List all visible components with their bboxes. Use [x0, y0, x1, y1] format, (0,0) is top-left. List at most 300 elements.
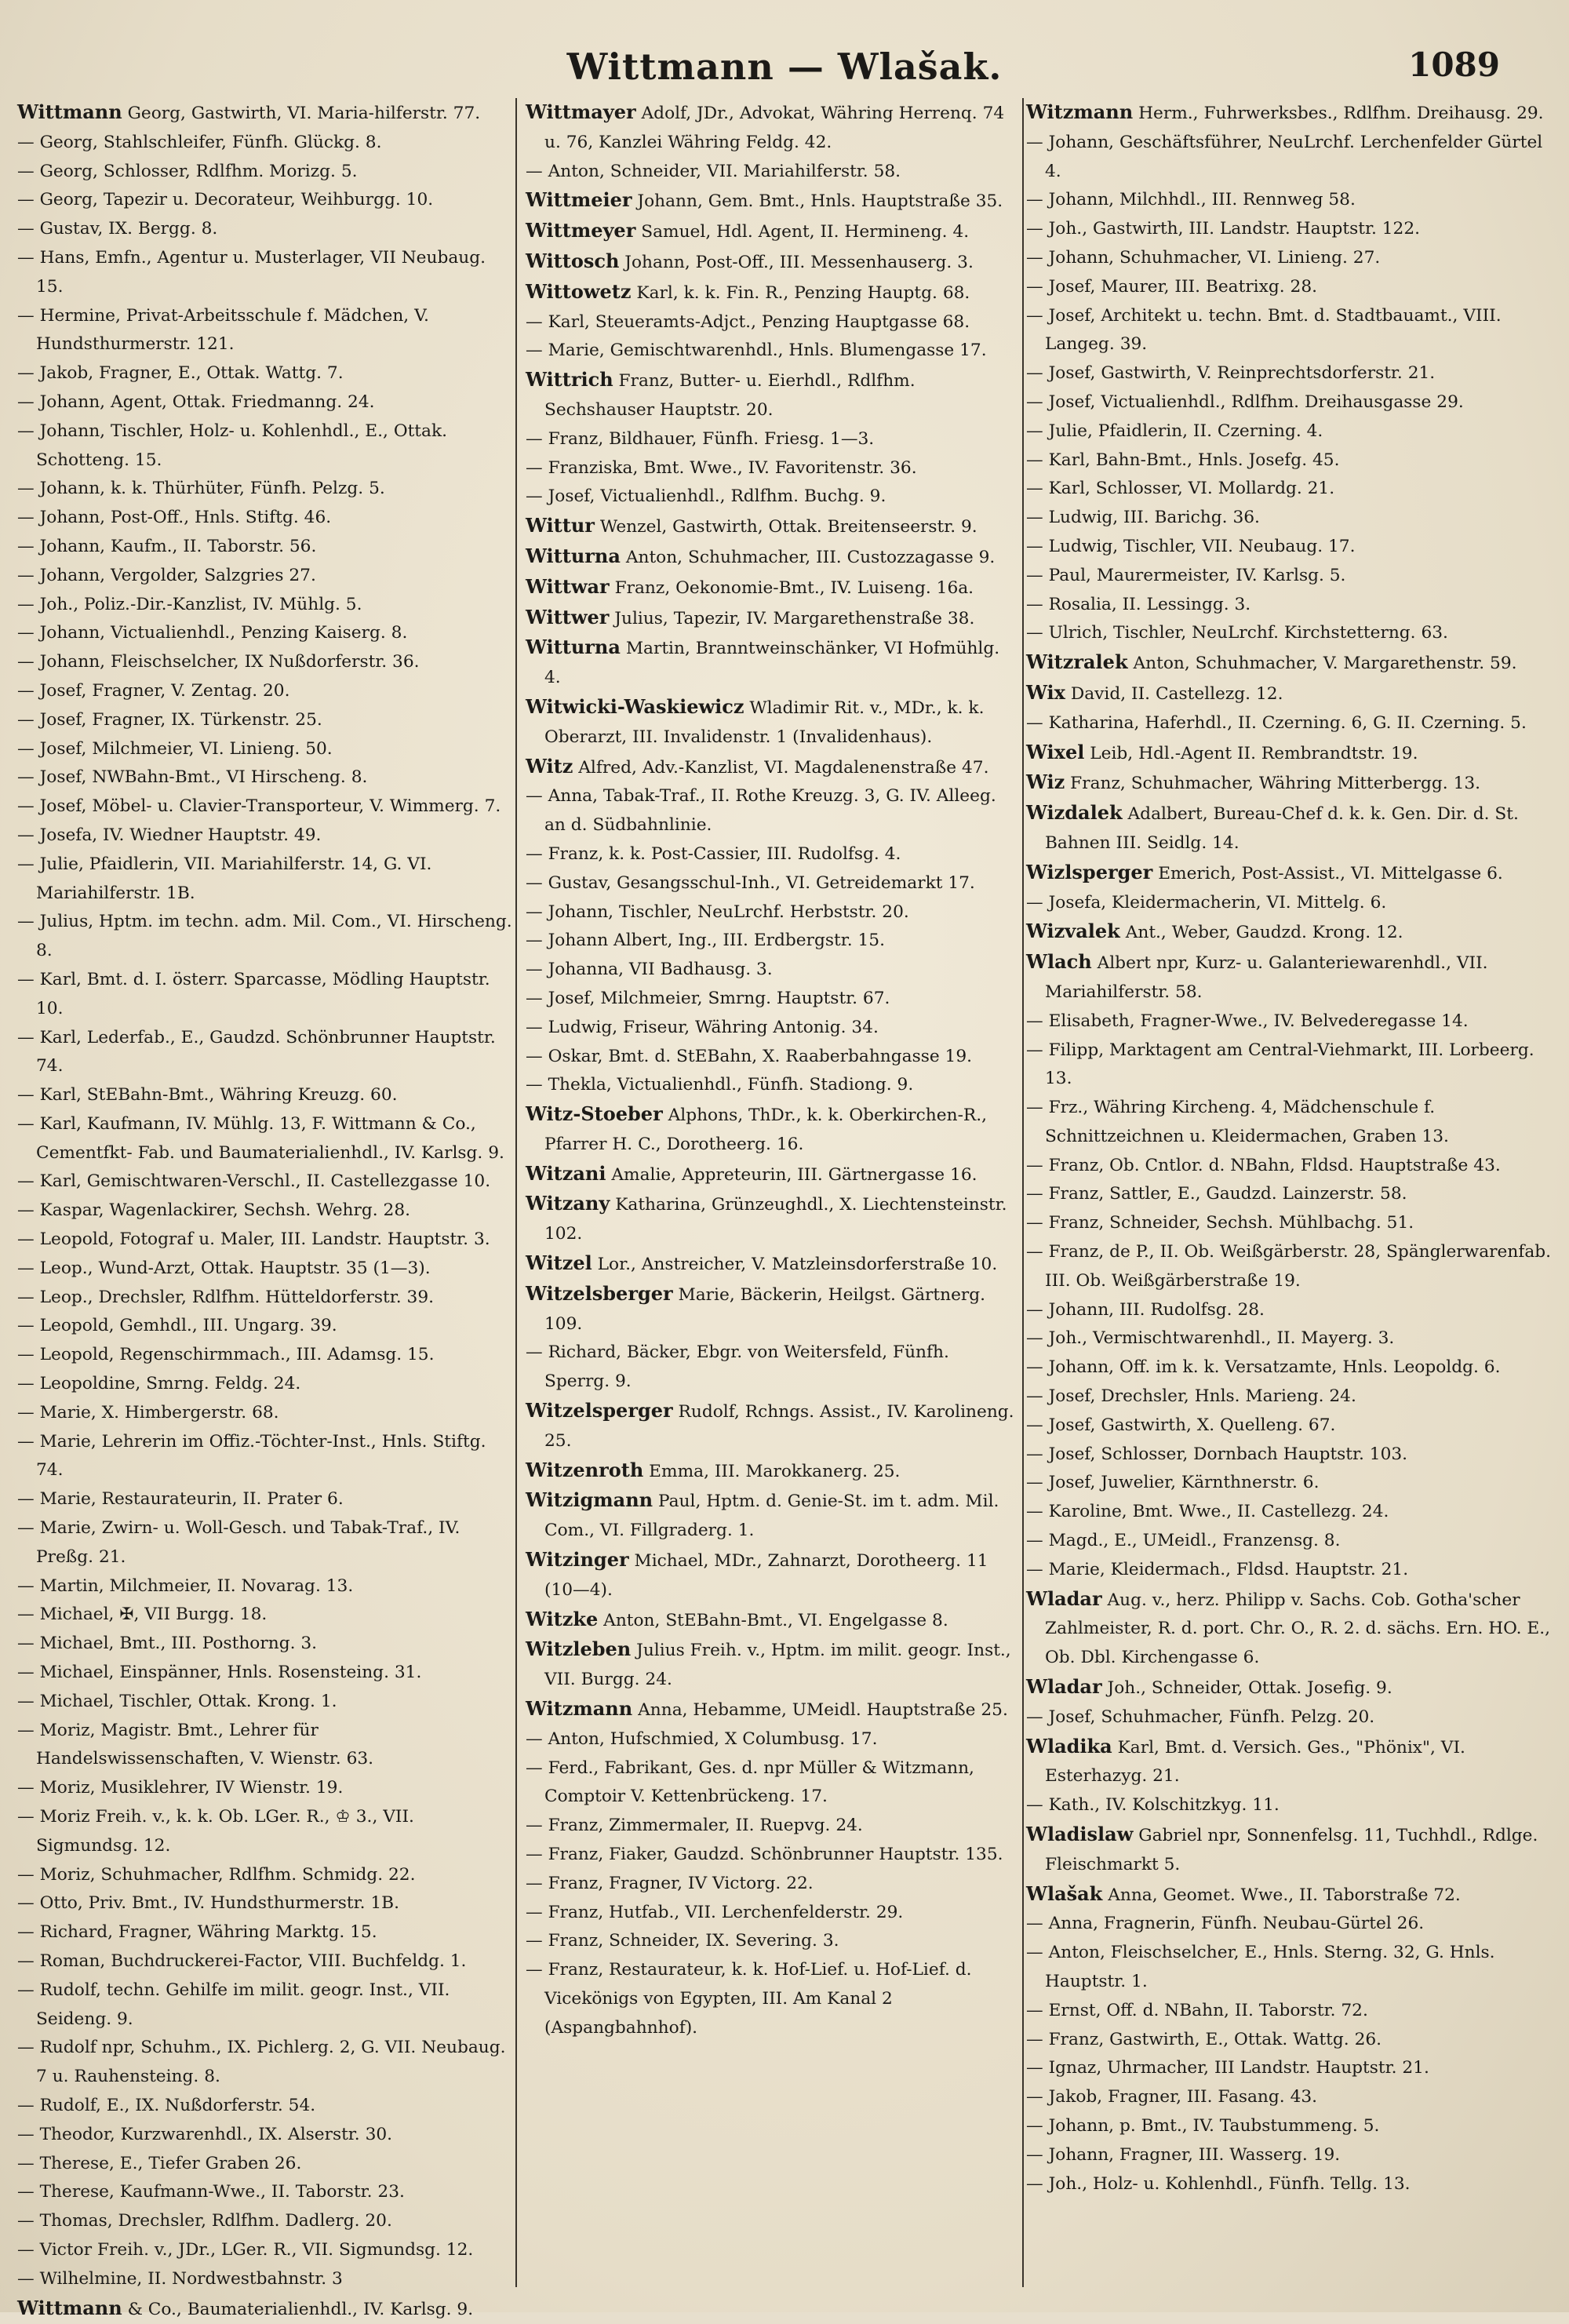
directory-entry: [1026, 1469, 1555, 1498]
directory-entry: [526, 1956, 1018, 2042]
entry-surname: Witzigmann: [526, 1488, 653, 1512]
entry-text: — Franz, Bildhauer, Fünfh. Friesg. 1—3.: [526, 428, 875, 449]
directory-entry: [17, 533, 518, 562]
directory-entry: [1026, 1527, 1555, 1556]
directory-entry: [17, 562, 518, 591]
directory-entry: [17, 1167, 518, 1197]
entry-surname: Wlach: [1026, 950, 1092, 974]
directory-entry: [1026, 129, 1555, 187]
directory-entry: [1026, 738, 1555, 769]
entry-text: — Thomas, Drechsler, Rdlfhm. Dadlerg. 20.: [17, 2211, 392, 2231]
directory-entry: [17, 504, 518, 533]
entry-text: — Ulrich, Tischler, NeuLrchf. Kirchstetterng. 63.: [1026, 623, 1448, 643]
directory-entry: [17, 1976, 518, 2034]
directory-entry: [1026, 417, 1555, 446]
directory-entry: [1026, 1820, 1555, 1880]
entry-text: — Franz, Zimmermaler, II. Ruepvg. 24.: [526, 1816, 863, 1836]
entry-text: — Moriz, Magistr. Bmt., Lehrer für Handelswissenschaften, V. Wienstr. 63.: [17, 1720, 374, 1769]
entry-text: — Franz, Schneider, Sechsh. Mühlbachg. 51.: [1026, 1213, 1414, 1233]
entry-text: Anna, Hebamme, UMeidl. Hauptstraße 25.: [632, 1700, 1008, 1721]
directory-entry: [526, 217, 1018, 247]
entry-text: Lor., Anstreicher, V. Matzleinsdorferstraße 10.: [592, 1255, 998, 1275]
directory-entry: [1026, 1791, 1555, 1820]
entry-text: — Richard, Fragner, Währing Marktg. 15.: [17, 1922, 377, 1943]
entry-text: — Karl, StEBahn-Bmt., Währing Kreuzg. 60.: [17, 1085, 398, 1106]
directory-entry: [1026, 1180, 1555, 1209]
entry-text: — Michael, Einspänner, Hnls. Rosensteing. 31.: [17, 1663, 422, 1683]
entry-surname: Wittowetz: [526, 279, 632, 303]
entry-text: — Marie, X. Himbergerstr. 68.: [17, 1402, 279, 1422]
directory-entry: [526, 573, 1018, 603]
directory-entry: [17, 1572, 518, 1601]
entry-text: — Gustav, Gesangsschul-Inh., VI. Getreidemarkt 17.: [526, 872, 975, 893]
entry-text: Leib, Hdl.-Agent II. Rembrandtstr. 19.: [1084, 743, 1418, 763]
entry-text: — Moriz, Schuhmacher, Rdlfhm. Schmidg. 22.: [17, 1864, 416, 1885]
directory-entry: [526, 985, 1018, 1014]
directory-entry: [1026, 648, 1555, 679]
entry-surname: Witzani: [526, 1161, 606, 1185]
directory-entry: [1026, 2026, 1555, 2055]
entry-text: — Ludwig, Tischler, VII. Neubaug. 17.: [1026, 536, 1356, 556]
entry-text: — Julie, Pfaidlerin, II. Czerning. 4.: [1026, 421, 1323, 441]
entry-text: Emma, III. Marokkanerg. 25.: [643, 1461, 901, 1481]
entry-surname: Witturna: [526, 636, 621, 659]
entry-text: — Rudolf, E., IX. Nußdorferstr. 54.: [17, 2095, 316, 2115]
entry-text: — Josef, Victualienhdl., Rdlfhm. Buchg. 9.: [526, 486, 886, 507]
entry-text: — Josef, Juwelier, Kärnthnerstr. 6.: [1026, 1473, 1320, 1493]
entry-text: — Michael, ✠, VII Burgg. 18.: [17, 1605, 268, 1625]
entry-text: — Richard, Bäcker, Ebgr. von Weitersfeld, Fünfh. Sperrg. 9.: [526, 1342, 949, 1392]
directory-entry: [1026, 768, 1555, 799]
directory-entry: [526, 366, 1018, 425]
directory-entry: [526, 337, 1018, 366]
directory-entry: [526, 1635, 1018, 1695]
column-right: [1026, 98, 1555, 2295]
entry-surname: Witwicki-Waskiewicz: [526, 694, 744, 718]
entry-surname: Witzleben: [526, 1637, 632, 1661]
entry-surname: Wladar: [1026, 1675, 1102, 1699]
entry-text: — Johann, Geschäftsführer, NeuLrchf. Lerchenfelder Gürtel 4.: [1026, 132, 1543, 181]
directory-entry: [1026, 504, 1555, 533]
entry-text: — Franziska, Bmt. Wwe., IV. Favoritenstr. 36.: [526, 457, 917, 478]
entry-text: — Hermine, Privat-Arbeitsschule f. Mädchen, V. Hundsthurmerstr. 121.: [17, 305, 429, 355]
entry-text: — Moriz, Musiklehrer, IV Wienstr. 19.: [17, 1778, 344, 1798]
entry-text: — Magd., E., UMeidl., Franzensg. 8.: [1026, 1531, 1341, 1551]
directory-entry: [17, 763, 518, 792]
entry-text: Johann, Post-Off., III. Messenhauserg. 3.: [619, 252, 974, 272]
directory-columns: [17, 98, 1555, 2319]
entry-surname: Witzel: [526, 1251, 592, 1275]
directory-entry: [1026, 591, 1555, 620]
entry-surname: Wittmayer: [526, 100, 636, 123]
directory-entry: [526, 98, 1018, 158]
entry-text: — Franz, Ob. Cntlor. d. NBahn, Fldsd. Hauptstraße 43.: [1026, 1155, 1501, 1175]
entry-text: — Leopold, Fotograf u. Maler, III. Landstr. Hauptstr. 3.: [17, 1229, 490, 1250]
directory-entry: [1026, 619, 1555, 648]
directory-entry: [17, 851, 518, 909]
entry-text: — Oskar, Bmt. d. StEBahn, X. Raaberbahngasse 19.: [526, 1046, 973, 1066]
entry-text: — Jakob, Fragner, III. Fasang. 43.: [1026, 2087, 1318, 2107]
directory-entry: [17, 2265, 518, 2294]
directory-entry: [1026, 475, 1555, 504]
entry-text: — Josef, Möbel- u. Clavier-Transporteur, V. Wimmerg. 7.: [17, 796, 501, 817]
entry-text: — Anton, Hufschmied, X Columbusg. 17.: [526, 1728, 878, 1749]
directory-entry: [526, 1870, 1018, 1899]
directory-entry: [17, 215, 518, 244]
directory-entry: [526, 840, 1018, 869]
entry-text: Alfred, Adv.-Kanzlist, VI. Magdalenenstraße 47.: [573, 757, 989, 778]
entry-text: — Josef, Milchmeier, Smrng. Hauptstr. 67.: [526, 988, 890, 1008]
entry-text: Rudolf, Rchngs. Assist., IV. Karolineng. 25.: [544, 1402, 1014, 1451]
entry-surname: Wladika: [1026, 1734, 1112, 1758]
directory-entry: [526, 1486, 1018, 1546]
entry-text: Amalie, Appreteurin, III. Gärtnergasse 16.: [606, 1164, 977, 1185]
directory-entry: [1026, 359, 1555, 388]
entry-text: — Anton, Schneider, VII. Mariahilferstr. 58.: [526, 161, 901, 181]
entry-surname: Wittrich: [526, 368, 613, 392]
directory-entry: [17, 1659, 518, 1688]
directory-entry: [526, 1071, 1018, 1100]
entry-text: Katharina, Grünzeughdl., X. Liechtensteinstr. 102.: [544, 1195, 1007, 1244]
entry-text: — Franz, k. k. Post-Cassier, III. Rudolfsg. 4.: [526, 843, 901, 864]
directory-entry: [1026, 1094, 1555, 1152]
entry-text: — Josef, Gastwirth, V. Reinprechtsdorferstr. 21.: [1026, 363, 1436, 384]
directory-entry: [1026, 2112, 1555, 2141]
entry-text: — Otto, Priv. Bmt., IV. Hundsthurmerstr. 1B.: [17, 1893, 400, 1914]
directory-entry: [1026, 1238, 1555, 1296]
directory-entry: [17, 1255, 518, 1284]
entry-text: — Joh., Poliz.-Dir.-Kanzlist, IV. Mühlg. 5.: [17, 594, 362, 614]
column-left: [17, 98, 518, 2319]
directory-entry: [526, 782, 1018, 840]
entry-text: — Julie, Pfaidlerin, VII. Mariahilferstr. 14, G. VI. Mariahilferstr. 1B.: [17, 854, 432, 903]
entry-text: — Josef, Schlosser, Dornbach Hauptstr. 103.: [1026, 1444, 1408, 1464]
entry-text: — Johann, k. k. Thürhüter, Fünfh. Pelzg. 5.: [17, 479, 385, 499]
entry-text: Julius Freih. v., Hptm. im milit. geogr. Inst., VII. Burgg. 24.: [544, 1641, 1011, 1690]
directory-entry: [17, 1630, 518, 1659]
entry-text: — Franz, Sattler, E., Gaudzd. Lainzerstr. 58.: [1026, 1184, 1407, 1204]
entry-text: — Karl, Kaufmann, IV. Mühlg. 13, F. Wittmann & Co., Cementfkt- Fab. und Baumaterialienhdl., IV. Karlsg. 9.: [17, 1113, 504, 1163]
directory-entry: [1026, 709, 1555, 738]
directory-entry: [526, 1927, 1018, 1956]
entry-text: Franz, Schuhmacher, Währing Mitterbergg. 13.: [1065, 774, 1481, 794]
entry-text: — Franz, Fragner, IV Victorg. 22.: [526, 1873, 814, 1893]
directory-entry: [17, 2121, 518, 2150]
directory-entry: [1026, 1209, 1555, 1238]
entry-surname: Wiz: [1026, 770, 1065, 794]
directory-entry: [1026, 2083, 1555, 2112]
directory-entry: [17, 2294, 518, 2324]
entry-text: — Theodor, Kurzwarenhdl., IX. Alserstr. 30.: [17, 2124, 393, 2144]
entry-text: — Gustav, IX. Bergg. 8.: [17, 219, 218, 239]
entry-text: — Rosalia, II. Lessingg. 3.: [1026, 594, 1251, 614]
entry-text: Alphons, ThDr., k. k. Oberkirchen-R., Pfarrer H. C., Dorotheerg. 16.: [544, 1106, 988, 1154]
entry-text: David, II. Castellezg. 12.: [1065, 683, 1283, 704]
entry-text: — Rudolf npr, Schuhm., IX. Pichlerg. 2, G. VII. Neubaug. 7 u. Rauhensteing. 8.: [17, 2038, 506, 2087]
entry-text: Emerich, Post-Assist., VI. Mittelgasse 6.: [1152, 863, 1503, 883]
entry-surname: Witzenroth: [526, 1458, 644, 1481]
directory-entry: [526, 186, 1018, 217]
entry-text: — Karoline, Bmt. Wwe., II. Castellezg. 24.: [1026, 1502, 1389, 1522]
directory-entry: [1026, 1036, 1555, 1095]
entry-text: Adalbert, Bureau-Chef d. k. k. Gen. Dir. d. St. Bahnen III. Seidlg. 14.: [1045, 804, 1519, 853]
entry-text: — Johann, Victualienhdl., Penzing Kaiserg. 8.: [17, 623, 408, 643]
entry-text: — Josef, Milchmeier, VI. Linieng. 50.: [17, 738, 333, 759]
directory-entry: [526, 425, 1018, 454]
entry-surname: Wittosch: [526, 249, 620, 272]
directory-entry: [1026, 889, 1555, 918]
entry-surname: Wladislaw: [1026, 1823, 1134, 1846]
directory-entry: [526, 693, 1018, 752]
entry-text: — Ludwig, Friseur, Währing Antonig. 34.: [526, 1017, 879, 1037]
entry-text: — Frz., Währing Kircheng. 4, Mädchenschule f. Schnittzeichnen u. Kleidermachen, Graben 13.: [1026, 1098, 1449, 1146]
directory-entry: [17, 1226, 518, 1255]
directory-entry: [526, 927, 1018, 956]
entry-text: — Marie, Restaurateurin, II. Prater 6.: [17, 1489, 344, 1510]
entry-text: — Karl, Bahn-Bmt., Hnls. Josefg. 45.: [1026, 450, 1340, 470]
directory-entry: [17, 1601, 518, 1630]
entry-text: Wladimir Rit. v., MDr., k. k. Oberarzt, III. Invalidenstr. 1 (Invalidenhaus).: [544, 698, 985, 747]
directory-entry: [1026, 1296, 1555, 1325]
entry-text: — Leopold, Regenschirmmach., III. Adamsg. 15.: [17, 1345, 435, 1365]
entry-text: — Johann Albert, Ing., III. Erdbergstr. 15.: [526, 931, 885, 951]
directory-entry: [1026, 244, 1555, 273]
directory-entry: [526, 633, 1018, 693]
directory-entry: [17, 1110, 518, 1168]
entry-text: — Filipp, Marktagent am Central-Viehmarkt, III. Lorbeerg. 13.: [1026, 1040, 1534, 1089]
entry-text: — Elisabeth, Fragner-Wwe., IV. Belvederegasse 14.: [1026, 1011, 1469, 1031]
directory-entry: [526, 158, 1018, 187]
directory-entry: [526, 247, 1018, 278]
entry-text: — Josef, Maurer, III. Beatrixg. 28.: [1026, 276, 1318, 297]
directory-entry: [526, 1546, 1018, 1605]
directory-entry: [526, 869, 1018, 898]
entry-text: Adolf, JDr., Advokat, Währing Herrenq. 74 u. 76, Kanzlei Währing Feldg. 42.: [544, 104, 1005, 152]
directory-entry: [17, 2034, 518, 2092]
directory-entry: [17, 1024, 518, 1082]
entry-text: — Johann, Fleischselcher, IX Nußdorferstr. 36.: [17, 652, 420, 672]
directory-entry: [17, 821, 518, 851]
directory-entry: [17, 388, 518, 417]
entry-text: Paul, Hptm. d. Genie-St. im t. adm. Mil. Com., VI. Fillgraderg. 1.: [544, 1492, 999, 1541]
entry-text: — Josefa, Kleidermacherin, VI. Mittelg. 6.: [1026, 892, 1387, 912]
directory-entry: [1026, 1152, 1555, 1181]
directory-entry: [17, 2092, 518, 2121]
entry-text: — Johann, Vergolder, Salzgries 27.: [17, 565, 316, 585]
entry-text: — Josef, Architekt u. techn. Bmt. d. Stadtbauamt., VIII. Langeg. 39.: [1026, 305, 1502, 355]
entry-text: — Rudolf, techn. Gehilfe im milit. geogr. Inst., VII. Seideng. 9.: [17, 1980, 450, 2029]
directory-entry: [17, 1717, 518, 1775]
entry-text: — Joh., Holz- u. Kohlenhdl., Fünfh. Tellg. 13.: [1026, 2173, 1411, 2194]
entry-surname: Witz: [526, 754, 573, 778]
directory-entry: [526, 1043, 1018, 1072]
entry-text: — Michael, Tischler, Ottak. Krong. 1.: [17, 1691, 337, 1711]
directory-entry: [17, 1312, 518, 1341]
directory-entry: [526, 308, 1018, 337]
entry-text: — Kath., IV. Kolschitzkyg. 11.: [1026, 1795, 1280, 1816]
directory-entry: [526, 1100, 1018, 1160]
entry-surname: Witturna: [526, 544, 621, 567]
directory-entry: [526, 1754, 1018, 1812]
entry-text: — Roman, Buchdruckerei-Factor, VIII. Buchfeldg. 1.: [17, 1951, 467, 1971]
entry-text: — Josef, Fragner, IX. Türkenstr. 25.: [17, 709, 322, 730]
entry-text: — Josefa, IV. Wiedner Hauptstr. 49.: [17, 825, 322, 845]
entry-text: — Josef, NWBahn-Bmt., VI Hirscheng. 8.: [17, 767, 368, 788]
directory-entry: [1026, 215, 1555, 244]
directory-entry: [17, 735, 518, 764]
directory-entry: [1026, 388, 1555, 417]
entry-text: — Franz, Fiaker, Gaudzd. Schönbrunner Hauptstr. 135.: [526, 1845, 1003, 1865]
directory-entry: [17, 677, 518, 706]
entry-text: — Karl, Lederfab., E., Gaudzd. Schönbrunner Hauptstr. 74.: [17, 1027, 496, 1076]
entry-surname: Wizvalek: [1026, 920, 1120, 943]
directory-entry: [17, 1485, 518, 1514]
directory-entry: [17, 1774, 518, 1803]
directory-entry: [17, 1370, 518, 1399]
entry-text: — Ludwig, III. Barichg. 36.: [1026, 508, 1260, 528]
directory-entry: [17, 619, 518, 648]
directory-entry: [1026, 1353, 1555, 1382]
entry-surname: Witzany: [526, 1192, 610, 1215]
entry-text: Samuel, Hdl. Agent, II. Hermineng. 4.: [635, 222, 970, 242]
directory-entry: [1026, 2141, 1555, 2170]
directory-entry: [17, 417, 518, 475]
entry-surname: Witzelsberger: [526, 1281, 673, 1305]
directory-entry: [526, 1812, 1018, 1841]
directory-entry: [1026, 1673, 1555, 1703]
entry-text: Anton, Schuhmacher, III. Custozzagasse 9.: [620, 547, 996, 567]
entry-text: — Ferd., Fabrikant, Ges. d. npr Müller & Witzmann, Comptoir V. Kettenbrückeng. 17.: [526, 1758, 974, 1807]
page-number: 1089: [1408, 46, 1500, 84]
entry-surname: Wizlsperger: [1026, 860, 1153, 883]
directory-entry: [17, 1399, 518, 1428]
entry-text: — Georg, Stahlschleifer, Fünfh. Glückg. 8.: [17, 132, 382, 152]
entry-text: Karl, k. k. Fin. R., Penzing Hauptg. 68.: [631, 282, 970, 303]
directory-entry: [1026, 1585, 1555, 1673]
entry-surname: Wladar: [1026, 1586, 1102, 1610]
entry-text: — Johann, Tischler, Holz- u. Kohlenhdl., E., Ottak. Schotteng. 15.: [17, 421, 447, 470]
entry-surname: Wlašak: [1026, 1881, 1103, 1905]
entry-text: & Co., Baumaterialienhdl., IV. Karlsg. 9.: [122, 2299, 474, 2319]
directory-entry: [526, 1899, 1018, 1928]
column-middle: [526, 98, 1018, 2295]
directory-entry: [17, 1081, 518, 1110]
entry-text: — Jakob, Fragner, E., Ottak. Wattg. 7.: [17, 363, 344, 384]
directory-entry: [17, 792, 518, 821]
directory-entry: [526, 1280, 1018, 1339]
entry-text: — Marie, Lehrerin im Offiz.-Töchter-Inst., Hnls. Stiftg. 74.: [17, 1431, 486, 1481]
directory-entry: [17, 2178, 518, 2207]
directory-entry: [1026, 2170, 1555, 2199]
entry-text: — Franz, Gastwirth, E., Ottak. Wattg. 26.: [1026, 2029, 1382, 2049]
directory-entry: [1026, 1007, 1555, 1036]
entry-text: — Johann, Kaufm., II. Taborstr. 56.: [17, 536, 317, 556]
directory-entry: [526, 1841, 1018, 1870]
page-header: [0, 46, 1569, 93]
entry-surname: Witzinger: [526, 1548, 629, 1572]
entry-text: — Therese, Kaufmann-Wwe., II. Taborstr. 23.: [17, 2182, 405, 2202]
entry-text: — Leopoldine, Smrng. Feldg. 24.: [17, 1374, 301, 1394]
directory-entry: [17, 1428, 518, 1486]
entry-surname: Witzmann: [526, 1697, 633, 1721]
directory-entry: [17, 1947, 518, 1976]
directory-entry: [17, 1803, 518, 1861]
directory-entry: [17, 706, 518, 735]
directory-entry: [17, 908, 518, 966]
entry-text: Herm., Fuhrwerksbes., Rdlfhm. Dreihausg. 29.: [1133, 104, 1544, 123]
entry-text: — Leopold, Gemhdl., III. Ungarg. 39.: [17, 1316, 337, 1336]
entry-surname: Wittwer: [526, 605, 610, 628]
entry-text: — Hans, Emfn., Agentur u. Musterlager, VII Neubaug. 15.: [17, 247, 486, 297]
entry-text: — Ignaz, Uhrmacher, III Landstr. Hauptstr. 21.: [1026, 2058, 1429, 2078]
directory-entry: [1026, 562, 1555, 591]
directory-entry: [17, 2236, 518, 2265]
entry-text: — Karl, Bmt. d. I. österr. Sparcasse, Mödling Hauptstr. 10.: [17, 969, 490, 1018]
directory-entry: [1026, 1703, 1555, 1732]
entry-text: — Leop., Drechsler, Rdlfhm. Hütteldorferstr. 39.: [17, 1287, 435, 1307]
entry-text: — Johann, III. Rudolfsg. 28.: [1026, 1299, 1265, 1320]
entry-surname: Wittmeyer: [526, 219, 636, 242]
entry-text: — Josef, Fragner, V. Zentag. 20.: [17, 680, 290, 701]
directory-entry: [526, 956, 1018, 985]
directory-entry: [17, 359, 518, 388]
entry-text: Franz, Oekonomie-Bmt., IV. Luiseng. 16a.: [609, 577, 974, 598]
directory-entry: [17, 1688, 518, 1717]
directory-entry: [17, 1918, 518, 1947]
entry-text: — Franz, de P., II. Ob. Weißgärberstr. 28, Spänglerwarenfab. III. Ob. Weißgärberstraße 19.: [1026, 1242, 1552, 1291]
entry-text: — Martin, Milchmeier, II. Novarag. 13.: [17, 1575, 354, 1596]
directory-entry: [1026, 679, 1555, 709]
directory-entry: [526, 1695, 1018, 1725]
directory-entry: [1026, 1441, 1555, 1470]
entry-text: — Karl, Steueramts-Adjct., Penzing Hauptgasse 68.: [526, 311, 970, 332]
entry-surname: Witzelsperger: [526, 1399, 673, 1422]
directory-entry: [526, 512, 1018, 542]
entry-text: Georg, Gastwirth, VI. Maria-hilferstr. 77.: [122, 104, 481, 123]
entry-surname: Witzke: [526, 1607, 599, 1630]
directory-entry: [1026, 302, 1555, 360]
entry-text: — Therese, E., Tiefer Graben 26.: [17, 2153, 302, 2173]
entry-surname: Wizdalek: [1026, 801, 1123, 825]
entry-text: — Franz, Hutfab., VII. Lerchenfelderstr. 29.: [526, 1902, 904, 1922]
entry-text: — Josef, Victualienhdl., Rdlfhm. Dreihausgasse 29.: [1026, 392, 1464, 412]
directory-entry: [17, 2150, 518, 2179]
entry-text: — Julius, Hptm. im techn. adm. Mil. Com., VI. Hirscheng. 8.: [17, 912, 512, 961]
directory-entry: [17, 186, 518, 215]
entry-text: — Marie, Zwirn- u. Woll-Gesch. und Tabak-Traf., IV. Preßg. 21.: [17, 1518, 461, 1567]
entry-text: — Franz, Restaurateur, k. k. Hof-Lief. u. Hof-Lief. d. Vicekönigs von Egypten, III. Am Kanal 2 (Aspangbahnhof).: [526, 1960, 972, 2038]
directory-entry: [1026, 1910, 1555, 1939]
entry-surname: Wittwar: [526, 574, 610, 598]
directory-entry: [526, 454, 1018, 483]
directory-entry: [526, 483, 1018, 512]
directory-entry: [526, 1339, 1018, 1397]
directory-entry: [17, 244, 518, 302]
directory-entry: [1026, 533, 1555, 562]
entry-text: Julius, Tapezir, IV. Margarethenstraße 38.: [609, 608, 975, 628]
entry-surname: Witzmann: [1026, 100, 1134, 123]
entry-text: — Anna, Fragnerin, Fünfh. Neubau-Gürtel 26.: [1026, 1914, 1425, 1934]
directory-entry: [1026, 1939, 1555, 1997]
directory-entry: [17, 129, 518, 158]
directory-entry: [17, 2207, 518, 2236]
directory-entry: [1026, 858, 1555, 889]
directory-entry: [17, 98, 518, 129]
directory-entry: [526, 1605, 1018, 1636]
entry-surname: Wix: [1026, 680, 1065, 704]
directory-entry: [1026, 799, 1555, 858]
entry-text: Anna, Geomet. Wwe., II. Taborstraße 72.: [1102, 1885, 1461, 1905]
